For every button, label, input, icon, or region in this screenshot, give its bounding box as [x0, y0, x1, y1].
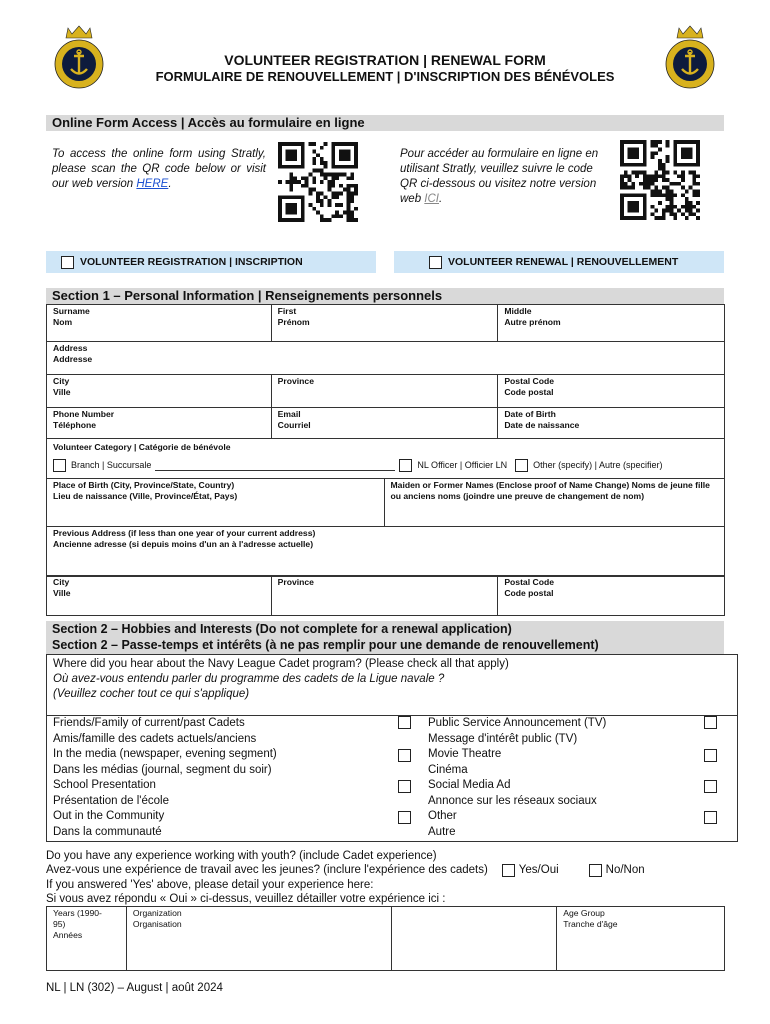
movie-checkbox[interactable] [704, 749, 717, 762]
middle-name-field[interactable]: Middle Autre prénom [498, 305, 725, 342]
previous-province-field[interactable]: Province [271, 576, 498, 616]
psa-checkbox[interactable] [704, 716, 717, 729]
email-field[interactable]: Email Courriel [271, 408, 498, 439]
option-community: Out in the Community Dans la communauté [53, 810, 165, 838]
years-column[interactable]: Years (1990- 95) Années [47, 907, 127, 971]
experience-table [46, 906, 725, 971]
nl-officer-label: NL Officer | Officier LN [417, 460, 508, 470]
other-checkbox[interactable] [515, 459, 528, 472]
detail-instruction-fr: Si vous avez répondu « Oui » ci-dessus, veuillez détailler votre expérience ici : [46, 893, 446, 905]
option-media: In the media (newspaper, evening segment) Dans les médias (journal, segment du soir) [53, 748, 277, 776]
previous-city-field[interactable]: City Ville [47, 576, 272, 616]
age-group-column[interactable]: Age Group Tranche d'âge [557, 907, 725, 971]
youth-question-fr-row [46, 863, 645, 877]
registration-option[interactable] [46, 251, 376, 273]
volunteer-category: Volunteer Category | Catégorie de bénévole Branch | Succursale NL Officer | Officier LN Other (specify) | Autre (specifier) [47, 439, 725, 479]
form-title-fr: FORMULAIRE DE RENOUVELLEMENT | D'INSCRIPTION DES BÉNÉVOLES [155, 69, 615, 84]
source-question: Where did you hear about the Navy League Cadet program? (Please check all that apply) Où avez-vous entendu parler du programme des cadets de la Ligue navale ? (Veuillez cocher tout ce qui s'applique) [46, 654, 738, 716]
school-checkbox[interactable] [398, 780, 411, 793]
section1-heading: Section 1 – Personal Information | Renseignements personnels [46, 288, 724, 305]
here-link[interactable]: HERE [136, 178, 169, 190]
online-access-heading: Online Form Access | Accès au formulaire en ligne [46, 115, 724, 131]
branch-label: Branch | Succursale [71, 460, 152, 470]
option-friends-family: Friends/Family of current/past Cadets Amis/famille des cadets actuels/anciens [53, 717, 257, 745]
phone-field[interactable]: Phone Number Téléphone [47, 408, 272, 439]
media-checkbox[interactable] [398, 749, 411, 762]
surname-field[interactable]: Surname Nom [47, 305, 272, 342]
first-name-field[interactable]: First Prénom [271, 305, 498, 342]
option-social-media: Social Media Ad Annonce sur les réseaux sociaux [428, 779, 597, 807]
place-of-birth-field[interactable]: Place of Birth (City, Province/State, Country) Lieu de naissance (Ville, Province/État, Pays) [47, 479, 385, 527]
previous-address-field[interactable]: Previous Address (if less than one year of your current address) Ancienne adresse (si depuis moins d'un an à l'adresse actuelle) [47, 527, 725, 577]
section2-heading: Section 2 – Hobbies and Interests (Do not complete for a renewal application) Section 2 – Passe-temps et intérêts (à ne pas remplir pour une demande de renouvellement) [46, 621, 724, 654]
ici-link[interactable]: ICI [424, 193, 439, 205]
option-movie: Movie Theatre Cinéma [428, 748, 502, 776]
detail-instruction-en: If you answered 'Yes' above, please detail your experience here: [46, 879, 374, 891]
postal-code-field[interactable]: Postal Code Code postal [498, 375, 725, 408]
option-psa: Public Service Announcement (TV) Message d'intérêt public (TV) [428, 717, 607, 745]
qr-code-en [278, 142, 358, 222]
registration-checkbox[interactable] [61, 256, 74, 269]
personal-info-table [46, 304, 725, 479]
form-title-en: VOLUNTEER REGISTRATION | RENEWAL FORM [224, 52, 546, 68]
organization-column[interactable]: Organization Organisation [126, 907, 391, 971]
previous-postal-field[interactable]: Postal Code Code postal [498, 576, 725, 616]
option-school: School Presentation Présentation de l'école [53, 779, 169, 807]
source-options-left [53, 716, 277, 840]
youth-question-en: Do you have any experience working with youth? (include Cadet experience) [46, 850, 437, 862]
online-text-en: To access the online form using Stratly, please scan the QR code below or visit our web version HERE. [52, 148, 266, 190]
experience-blank-column[interactable] [391, 907, 557, 971]
community-checkbox[interactable] [398, 811, 411, 824]
yes-checkbox[interactable] [502, 864, 515, 877]
no-checkbox[interactable] [589, 864, 602, 877]
other-label: Other (specify) | Autre (specifier) [533, 460, 663, 470]
birth-info-table [46, 478, 725, 577]
youth-question-fr: Avez-vous une expérience de travail avec les jeunes? (inclure l'expérience des cadets) [46, 864, 488, 876]
friends-family-checkbox[interactable] [398, 716, 411, 729]
online-text-fr: Pour accéder au formulaire en ligne en utilisant Stratly, veuillez suivre le code QR ci-dessous ou visitez notre version web ICI. [400, 148, 599, 205]
branch-line[interactable] [155, 461, 395, 471]
nl-officer-checkbox[interactable] [399, 459, 412, 472]
branch-checkbox[interactable] [53, 459, 66, 472]
yes-label: Yes/Oui [518, 864, 559, 876]
source-options-right [428, 716, 606, 840]
renewal-option[interactable] [394, 251, 724, 273]
other-source-checkbox[interactable] [704, 811, 717, 824]
renewal-label: VOLUNTEER RENEWAL | RENOUVELLEMENT [448, 256, 679, 268]
address-field[interactable]: Address Addresse [47, 342, 725, 375]
maiden-names-field[interactable]: Maiden or Former Names (Enclose proof of Name Change) Noms de jeune fille ou anciens noms (joindre une preuve de changement de nom) [384, 479, 725, 527]
no-label: No/Non [605, 864, 645, 876]
previous-city-table [46, 575, 725, 616]
dob-field[interactable]: Date of Birth Date de naissance [498, 408, 725, 439]
province-field[interactable]: Province [271, 375, 498, 408]
city-field[interactable]: City Ville [47, 375, 272, 408]
option-other: Other Autre [428, 810, 457, 838]
renewal-checkbox[interactable] [429, 256, 442, 269]
registration-label: VOLUNTEER REGISTRATION | INSCRIPTION [80, 256, 303, 268]
footer-code: NL | LN (302) – August | août 2024 [46, 982, 223, 994]
social-media-checkbox[interactable] [704, 780, 717, 793]
qr-code-fr [620, 140, 700, 220]
